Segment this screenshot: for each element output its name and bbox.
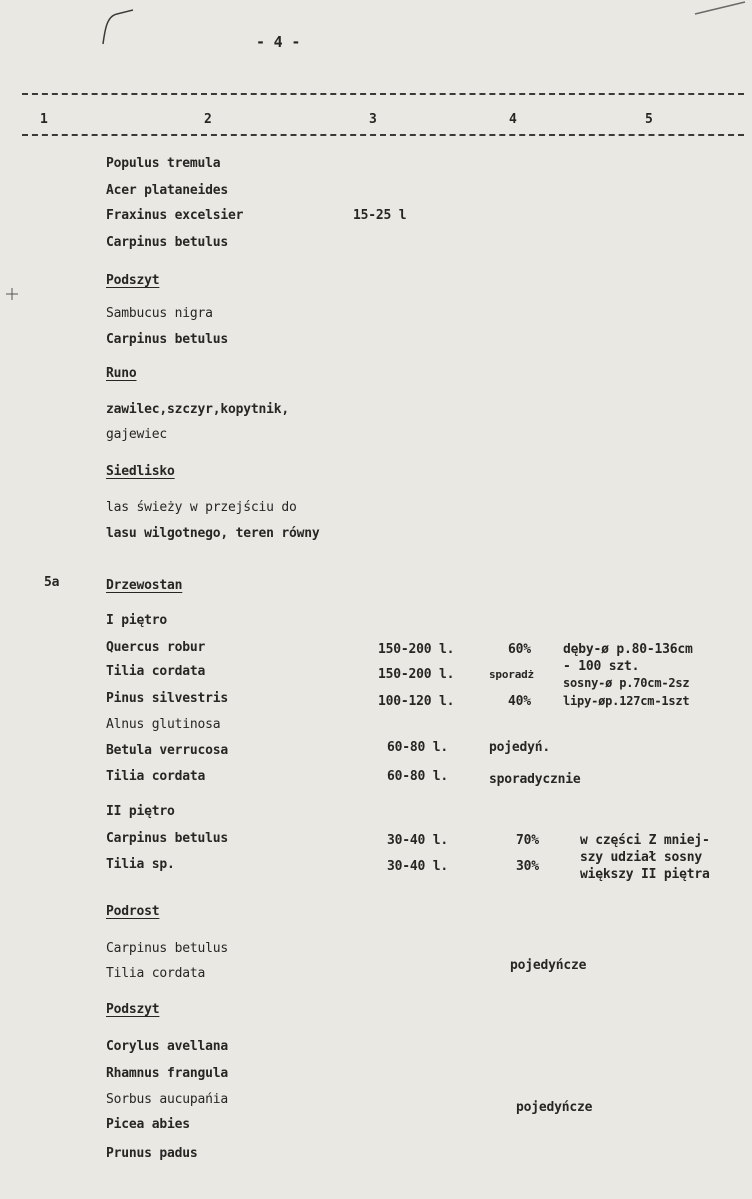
column-number-1: 1 (40, 112, 48, 127)
column-number-5: 5 (645, 112, 653, 127)
tree-note: szy udział sosny (580, 850, 703, 865)
share-value: 70% (516, 833, 539, 848)
age-range: 150-200 l. (378, 667, 455, 682)
column-number-2: 2 (204, 112, 212, 127)
column-number-3: 3 (369, 112, 377, 127)
species-name: Tilia cordata (106, 769, 206, 784)
column-number-4: 4 (509, 112, 517, 127)
species-name: Rhamnus frangula (106, 1066, 229, 1081)
siedlisko-line: las świeży w przejściu do (106, 500, 297, 515)
tree-note: lipy-øp.127cm-1szt (563, 694, 690, 708)
species-name: Fraxinus excelsier (106, 208, 244, 223)
species-name: Populus tremula (106, 156, 221, 171)
share-value: 60% (508, 642, 531, 657)
species-name: Sorbus aucupańia (106, 1092, 229, 1107)
species-name: Tilia cordata (106, 966, 206, 981)
tree-note: dęby-ø p.80-136cm (563, 642, 693, 657)
runo-line: gajewiec (106, 427, 168, 442)
age-range: 30-40 l. (387, 833, 449, 848)
species-name: Quercus robur (106, 640, 206, 655)
podszyt-heading: Podszyt (106, 273, 160, 288)
pen-mark-top-left (95, 4, 140, 49)
species-name: Acer plataneides (106, 183, 229, 198)
age-range: 60-80 l. (387, 740, 449, 755)
drzewostan-heading: Drzewostan (106, 578, 183, 593)
rule-top (22, 93, 744, 95)
siedlisko-heading: Siedlisko (106, 464, 175, 479)
occurrence-note: pojedyńcze (516, 1100, 593, 1115)
species-name: Corylus avellana (106, 1039, 229, 1054)
age-range: 15-25 l (353, 208, 407, 223)
podrost-heading: Podrost (106, 904, 160, 919)
species-name: Betula verrucosa (106, 743, 229, 758)
tree-note: większy II piętra (580, 867, 710, 882)
share-value: pojedyń. (489, 740, 551, 755)
age-range: 100-120 l. (378, 694, 455, 709)
page-number: - 4 - (256, 33, 301, 51)
species-name: Pinus silvestris (106, 691, 229, 706)
siedlisko-line: lasu wilgotnego, teren równy (106, 526, 320, 541)
tree-note: w części Z mniej- (580, 833, 710, 848)
share-value: 40% (508, 694, 531, 709)
species-name: Prunus padus (106, 1146, 198, 1161)
margin-cross-mark (4, 286, 20, 302)
floor-label: II piętro (106, 804, 175, 819)
runo-heading: Runo (106, 366, 137, 381)
section-number: 5a (44, 575, 60, 590)
species-name: Picea abies (106, 1117, 190, 1132)
tree-note: - 100 szt. (563, 659, 640, 674)
age-range: 30-40 l. (387, 859, 449, 874)
species-name: Alnus glutinosa (106, 717, 221, 732)
occurrence-note: pojedyńcze (510, 958, 587, 973)
species-name: Carpinus betulus (106, 235, 229, 250)
rule-header (22, 134, 744, 136)
species-name: Carpinus betulus (106, 332, 229, 347)
species-name: Carpinus betulus (106, 831, 229, 846)
species-name: Sambucus nigra (106, 306, 213, 321)
species-name: Tilia sp. (106, 857, 175, 872)
share-value: sporadż (489, 668, 534, 681)
podszyt-heading-2: Podszyt (106, 1002, 160, 1017)
age-range: 150-200 l. (378, 642, 455, 657)
pen-mark-top-right (690, 0, 750, 20)
tree-note: sosny-ø p.70cm-2sz (563, 676, 690, 690)
share-value: sporadycznie (489, 772, 581, 787)
species-name: Tilia cordata (106, 664, 206, 679)
runo-line: zawilec,szczyr,kopytnik, (106, 402, 290, 417)
species-name: Carpinus betulus (106, 941, 229, 956)
floor-label: I piętro (106, 613, 168, 628)
age-range: 60-80 l. (387, 769, 449, 784)
share-value: 30% (516, 859, 539, 874)
